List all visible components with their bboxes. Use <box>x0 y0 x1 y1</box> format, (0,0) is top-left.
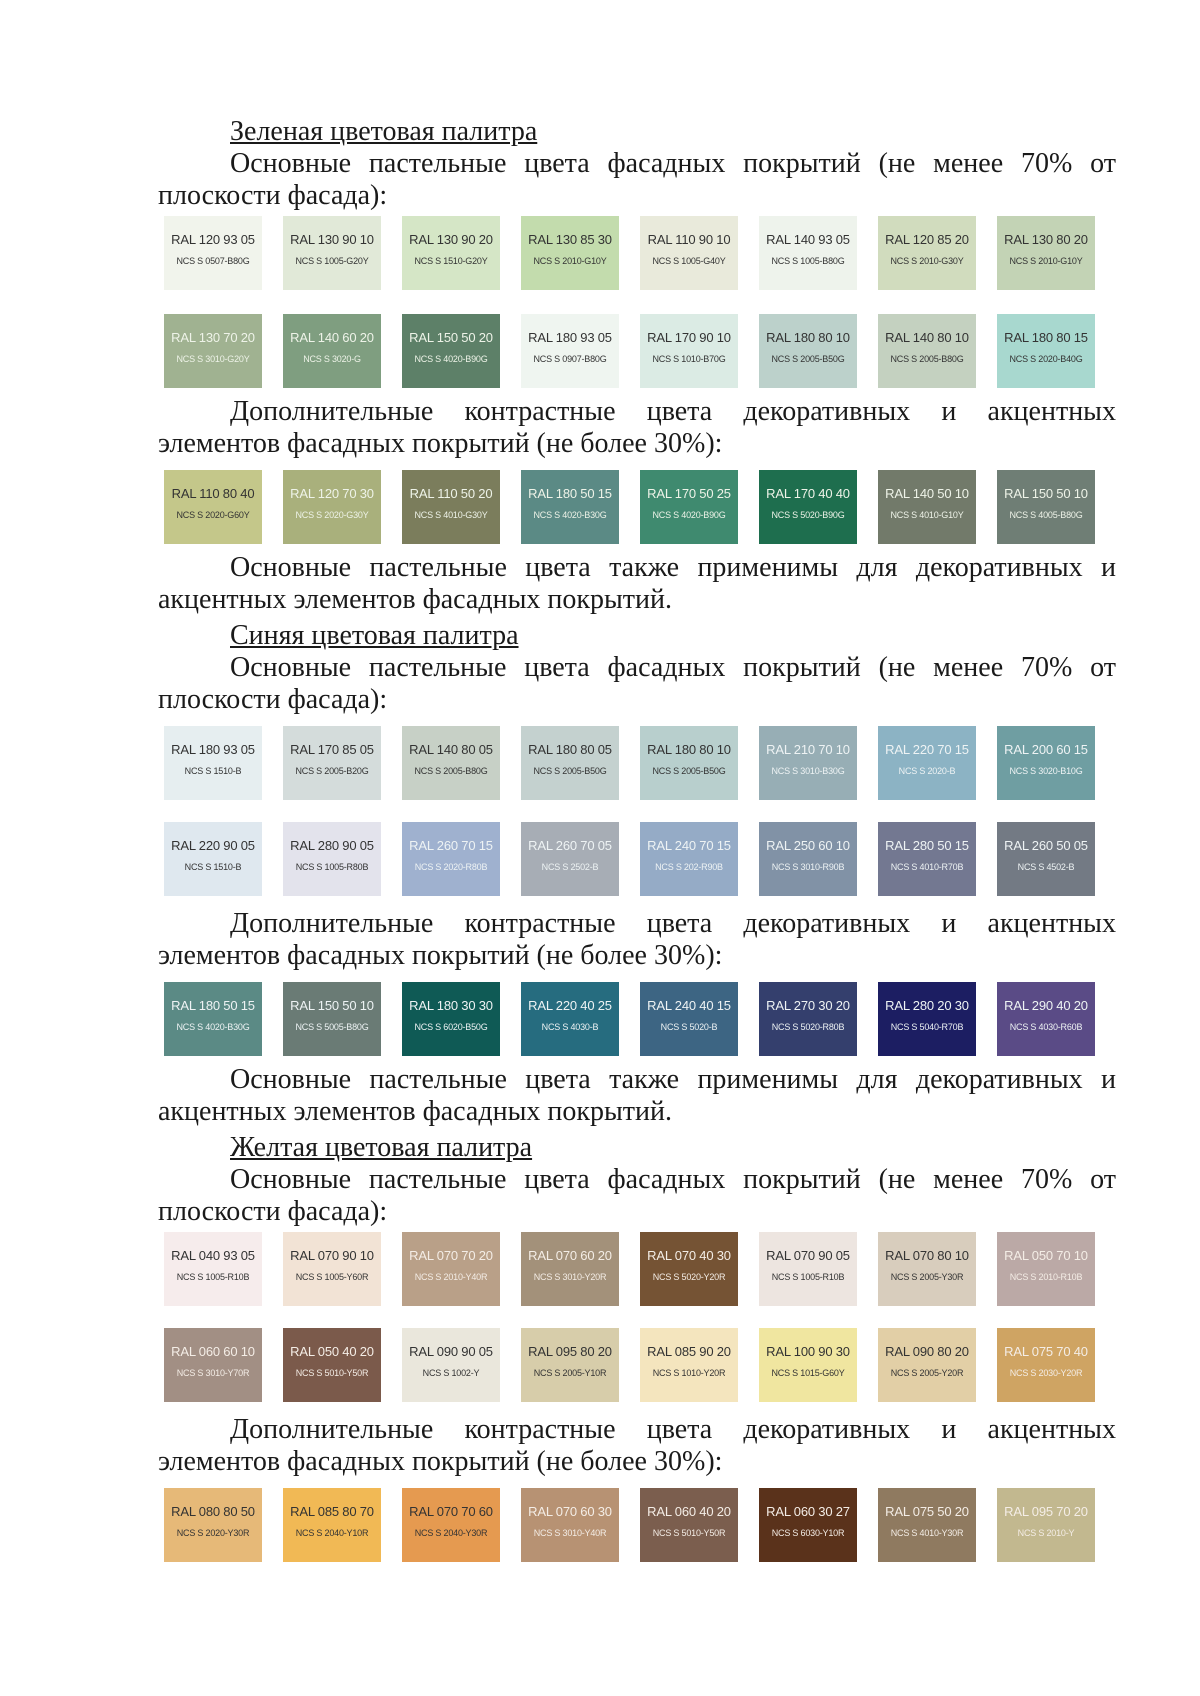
ncs-code: NCS S 2005-Y10R <box>533 1368 607 1378</box>
swatch-row <box>164 726 1114 800</box>
color-swatch <box>759 470 857 544</box>
color-swatch <box>521 314 619 388</box>
color-swatch <box>283 216 381 290</box>
swatch-row <box>164 1488 1114 1562</box>
ncs-code: NCS S 1005-B80G <box>771 256 845 266</box>
ral-code: RAL 120 93 05 <box>171 232 255 247</box>
color-swatch <box>878 1488 976 1562</box>
blue-note-text: Основные пастельные цвета также применимы для декоративных и акцентных элементов фасадных покрытий. <box>158 1064 1116 1127</box>
ral-code: RAL 180 93 05 <box>171 742 255 757</box>
ncs-code: NCS S 4010-G30Y <box>414 510 488 520</box>
ral-code: RAL 260 70 05 <box>528 838 612 853</box>
ncs-code: NCS S 1510-B <box>184 862 242 872</box>
ral-code: RAL 180 80 10 <box>766 330 850 345</box>
color-swatch <box>997 726 1095 800</box>
color-swatch <box>521 726 619 800</box>
ncs-code: NCS S 3020-B10G <box>1009 766 1083 776</box>
color-swatch <box>164 314 262 388</box>
color-swatch <box>640 1328 738 1402</box>
ncs-code: NCS S 2010-Y40R <box>414 1272 488 1282</box>
ncs-code: NCS S 1002-Y <box>422 1368 480 1378</box>
ncs-code: NCS S 4020-B90G <box>414 354 488 364</box>
color-swatch <box>283 726 381 800</box>
ral-code: RAL 260 50 05 <box>1004 838 1088 853</box>
ral-code: RAL 070 70 20 <box>409 1248 493 1263</box>
ncs-code: NCS S 3010-R90B <box>771 862 845 872</box>
yellow-main-text: Основные пастельные цвета фасадных покрытий (не менее 70% от плоскости фасада): <box>158 1164 1116 1227</box>
ral-code: RAL 150 50 10 <box>1004 486 1088 501</box>
color-swatch <box>283 314 381 388</box>
ncs-code: NCS S 5020-R80B <box>771 1022 845 1032</box>
swatch-row <box>164 216 1114 290</box>
color-swatch <box>997 470 1095 544</box>
color-swatch <box>521 1328 619 1402</box>
ncs-code: NCS S 4020-B90G <box>652 510 726 520</box>
ral-code: RAL 040 93 05 <box>171 1248 255 1263</box>
yellow-accent-text: Дополнительные контрастные цвета декоративных и акцентных элементов фасадных покрытий (не более 30%): <box>158 1414 1116 1477</box>
ral-code: RAL 130 70 20 <box>171 330 255 345</box>
swatch-row <box>164 982 1114 1056</box>
yellow-palette-heading: Желтая цветовая палитра <box>230 1132 533 1163</box>
color-swatch <box>759 314 857 388</box>
ncs-code: NCS S 1005-R80B <box>295 862 369 872</box>
ncs-code: NCS S 2005-Y30R <box>890 1272 964 1282</box>
ncs-code: NCS S 1510-G20Y <box>414 256 488 266</box>
ncs-code: NCS S 6020-B50G <box>414 1022 488 1032</box>
ral-code: RAL 070 90 10 <box>290 1248 374 1263</box>
color-swatch <box>521 216 619 290</box>
color-swatch <box>164 1232 262 1306</box>
blue-main-text: Основные пастельные цвета фасадных покрытий (не менее 70% от плоскости фасада): <box>158 652 1116 715</box>
ncs-code: NCS S 1010-B70G <box>652 354 726 364</box>
ral-code: RAL 200 60 15 <box>1004 742 1088 757</box>
ncs-code: NCS S 3020-G <box>303 354 361 364</box>
color-swatch <box>759 1328 857 1402</box>
color-swatch <box>878 1232 976 1306</box>
ral-code: RAL 270 30 20 <box>766 998 850 1013</box>
ncs-code: NCS S 2502-B <box>541 862 599 872</box>
green-accent-text: Дополнительные контрастные цвета декоративных и акцентных элементов фасадных покрытий (не более 30%): <box>158 396 1116 459</box>
color-swatch <box>640 982 738 1056</box>
ral-code: RAL 095 70 20 <box>1004 1504 1088 1519</box>
ral-code: RAL 050 40 20 <box>290 1344 374 1359</box>
ncs-code: NCS S 2020-B40G <box>1009 354 1083 364</box>
color-swatch <box>402 726 500 800</box>
ncs-code: NCS S 2010-G30Y <box>890 256 964 266</box>
ral-code: RAL 180 80 15 <box>1004 330 1088 345</box>
ncs-code: NCS S 5010-Y50R <box>295 1368 369 1378</box>
ral-code: RAL 150 50 10 <box>290 998 374 1013</box>
ncs-code: NCS S 4010-R70B <box>890 862 964 872</box>
ral-code: RAL 070 60 30 <box>528 1504 612 1519</box>
color-swatch <box>402 1328 500 1402</box>
color-swatch <box>759 1488 857 1562</box>
ncs-code: NCS S 5010-Y50R <box>652 1528 726 1538</box>
ral-code: RAL 170 40 40 <box>766 486 850 501</box>
ral-code: RAL 250 60 10 <box>766 838 850 853</box>
ncs-code: NCS S 3010-Y20R <box>533 1272 607 1282</box>
ncs-code: NCS S 2030-Y20R <box>1009 1368 1083 1378</box>
ral-code: RAL 070 70 60 <box>409 1504 493 1519</box>
ral-code: RAL 290 40 20 <box>1004 998 1088 1013</box>
ncs-code: NCS S 202-R90B <box>655 862 723 872</box>
swatch-row <box>164 1328 1114 1402</box>
color-swatch <box>878 1328 976 1402</box>
ral-code: RAL 240 70 15 <box>647 838 731 853</box>
ncs-code: NCS S 2005-B50G <box>652 766 726 776</box>
color-swatch <box>640 1232 738 1306</box>
color-swatch <box>759 822 857 896</box>
color-swatch <box>283 982 381 1056</box>
ral-code: RAL 060 40 20 <box>647 1504 731 1519</box>
ncs-code: NCS S 4010-G10Y <box>890 510 964 520</box>
ncs-code: NCS S 2005-Y20R <box>890 1368 964 1378</box>
ncs-code: NCS S 4005-B80G <box>1009 510 1083 520</box>
color-swatch <box>164 216 262 290</box>
ncs-code: NCS S 2005-B20G <box>295 766 369 776</box>
color-swatch <box>402 1232 500 1306</box>
color-swatch <box>283 1488 381 1562</box>
color-swatch <box>640 726 738 800</box>
ral-code: RAL 180 50 15 <box>171 998 255 1013</box>
ral-code: RAL 070 40 30 <box>647 1248 731 1263</box>
color-swatch <box>402 982 500 1056</box>
ral-code: RAL 150 50 20 <box>409 330 493 345</box>
color-swatch <box>283 1328 381 1402</box>
ncs-code: NCS S 5020-Y20R <box>652 1272 726 1282</box>
ncs-code: NCS S 2020-R80B <box>414 862 488 872</box>
ncs-code: NCS S 1005-R10B <box>771 1272 845 1282</box>
ncs-code: NCS S 5040-R70B <box>890 1022 964 1032</box>
ral-code: RAL 075 70 40 <box>1004 1344 1088 1359</box>
ncs-code: NCS S 4030-B <box>541 1022 599 1032</box>
color-swatch <box>164 822 262 896</box>
ral-code: RAL 085 80 70 <box>290 1504 374 1519</box>
ncs-code: NCS S 5020-B90G <box>771 510 845 520</box>
color-swatch <box>283 822 381 896</box>
ncs-code: NCS S 1510-B <box>184 766 242 776</box>
ral-code: RAL 050 70 10 <box>1004 1248 1088 1263</box>
ral-code: RAL 100 90 30 <box>766 1344 850 1359</box>
color-swatch <box>878 216 976 290</box>
color-swatch <box>640 1488 738 1562</box>
color-swatch <box>402 822 500 896</box>
ral-code: RAL 070 80 10 <box>885 1248 969 1263</box>
ncs-code: NCS S 2005-B80G <box>890 354 964 364</box>
ral-code: RAL 070 90 05 <box>766 1248 850 1263</box>
color-swatch <box>402 1488 500 1562</box>
ncs-code: NCS S 2005-B50G <box>533 766 607 776</box>
ral-code: RAL 085 90 20 <box>647 1344 731 1359</box>
color-swatch <box>878 726 976 800</box>
color-swatch <box>164 470 262 544</box>
ral-code: RAL 180 93 05 <box>528 330 612 345</box>
swatch-row <box>164 314 1114 388</box>
color-swatch <box>402 470 500 544</box>
swatch-row <box>164 1232 1114 1306</box>
color-swatch <box>521 1488 619 1562</box>
ral-code: RAL 170 85 05 <box>290 742 374 757</box>
ral-code: RAL 060 30 27 <box>766 1504 850 1519</box>
ral-code: RAL 140 60 20 <box>290 330 374 345</box>
ncs-code: NCS S 3010-B30G <box>771 766 845 776</box>
ncs-code: NCS S 2040-Y10R <box>295 1528 369 1538</box>
ncs-code: NCS S 1005-R10B <box>176 1272 250 1282</box>
color-swatch <box>164 1488 262 1562</box>
color-swatch <box>283 1232 381 1306</box>
ral-code: RAL 170 50 25 <box>647 486 731 501</box>
ncs-code: NCS S 2010-R10B <box>1009 1272 1083 1282</box>
ncs-code: NCS S 1005-G20Y <box>295 256 369 266</box>
color-swatch <box>997 216 1095 290</box>
green-main-text: Основные пастельные цвета фасадных покрытий (не менее 70% от плоскости фасада): <box>158 148 1116 211</box>
ncs-code: NCS S 4010-Y30R <box>890 1528 964 1538</box>
ral-code: RAL 280 50 15 <box>885 838 969 853</box>
ral-code: RAL 110 50 20 <box>409 486 493 501</box>
blue-accent-text: Дополнительные контрастные цвета декоративных и акцентных элементов фасадных покрытий (не более 30%): <box>158 908 1116 971</box>
color-swatch <box>521 1232 619 1306</box>
ral-code: RAL 140 93 05 <box>766 232 850 247</box>
ral-code: RAL 240 40 15 <box>647 998 731 1013</box>
ral-code: RAL 130 80 20 <box>1004 232 1088 247</box>
ncs-code: NCS S 3010-G20Y <box>176 354 250 364</box>
ncs-code: NCS S 3010-Y40R <box>533 1528 607 1538</box>
ral-code: RAL 180 80 05 <box>528 742 612 757</box>
color-swatch <box>759 982 857 1056</box>
color-swatch <box>521 822 619 896</box>
ncs-code: NCS S 2040-Y30R <box>414 1528 488 1538</box>
ncs-code: NCS S 6030-Y10R <box>771 1528 845 1538</box>
color-swatch <box>164 1328 262 1402</box>
ncs-code: NCS S 0907-B80G <box>533 354 607 364</box>
ral-code: RAL 260 70 15 <box>409 838 493 853</box>
color-swatch <box>521 982 619 1056</box>
ral-code: RAL 170 90 10 <box>647 330 731 345</box>
ral-code: RAL 080 80 50 <box>171 1504 255 1519</box>
ncs-code: NCS S 2020-G30Y <box>295 510 369 520</box>
blue-palette-heading: Синяя цветовая палитра <box>230 620 519 651</box>
color-swatch <box>878 982 976 1056</box>
color-swatch <box>878 822 976 896</box>
color-swatch <box>997 1328 1095 1402</box>
ral-code: RAL 210 70 10 <box>766 742 850 757</box>
ral-code: RAL 130 90 20 <box>409 232 493 247</box>
color-swatch <box>997 1488 1095 1562</box>
color-swatch <box>759 216 857 290</box>
ral-code: RAL 280 20 30 <box>885 998 969 1013</box>
color-swatch <box>759 1232 857 1306</box>
ncs-code: NCS S 2010-G10Y <box>1009 256 1083 266</box>
ral-code: RAL 095 80 20 <box>528 1344 612 1359</box>
color-swatch <box>759 726 857 800</box>
color-swatch <box>402 314 500 388</box>
ral-code: RAL 130 85 30 <box>528 232 612 247</box>
ncs-code: NCS S 1015-G60Y <box>771 1368 845 1378</box>
ral-code: RAL 075 50 20 <box>885 1504 969 1519</box>
color-swatch <box>521 470 619 544</box>
ncs-code: NCS S 4020-B30G <box>176 1022 250 1032</box>
ncs-code: NCS S 5005-B80G <box>295 1022 369 1032</box>
ral-code: RAL 140 80 10 <box>885 330 969 345</box>
color-swatch <box>997 822 1095 896</box>
ncs-code: NCS S 4030-R60B <box>1009 1022 1083 1032</box>
ral-code: RAL 120 70 30 <box>290 486 374 501</box>
ncs-code: NCS S 0507-B80G <box>176 256 250 266</box>
color-swatch <box>640 470 738 544</box>
ral-code: RAL 280 90 05 <box>290 838 374 853</box>
color-swatch <box>997 314 1095 388</box>
swatch-row <box>164 470 1114 544</box>
ral-code: RAL 180 50 15 <box>528 486 612 501</box>
ral-code: RAL 110 80 40 <box>171 486 255 501</box>
color-swatch <box>878 314 976 388</box>
ral-code: RAL 180 30 30 <box>409 998 493 1013</box>
ncs-code: NCS S 4502-B <box>1017 862 1075 872</box>
ncs-code: NCS S 2005-B80G <box>414 766 488 776</box>
color-swatch <box>878 470 976 544</box>
ral-code: RAL 090 90 05 <box>409 1344 493 1359</box>
ncs-code: NCS S 2020-G60Y <box>176 510 250 520</box>
ncs-code: NCS S 2010-G10Y <box>533 256 607 266</box>
ral-code: RAL 110 90 10 <box>647 232 731 247</box>
color-swatch <box>640 314 738 388</box>
green-palette-heading: Зеленая цветовая палитра <box>230 116 538 147</box>
ncs-code: NCS S 3010-Y70R <box>176 1368 250 1378</box>
ncs-code: NCS S 2005-B50G <box>771 354 845 364</box>
ncs-code: NCS S 2010-Y <box>1017 1528 1075 1538</box>
ral-code: RAL 130 90 10 <box>290 232 374 247</box>
color-swatch <box>640 822 738 896</box>
color-swatch <box>164 726 262 800</box>
color-swatch <box>402 216 500 290</box>
ral-code: RAL 120 85 20 <box>885 232 969 247</box>
swatch-row <box>164 822 1114 896</box>
ncs-code: NCS S 4020-B30G <box>533 510 607 520</box>
color-swatch <box>283 470 381 544</box>
color-swatch <box>164 982 262 1056</box>
ral-code: RAL 220 40 25 <box>528 998 612 1013</box>
ral-code: RAL 140 80 05 <box>409 742 493 757</box>
color-swatch <box>997 982 1095 1056</box>
ral-code: RAL 220 70 15 <box>885 742 969 757</box>
ncs-code: NCS S 2020-Y30R <box>176 1528 250 1538</box>
green-note-text: Основные пастельные цвета также применимы для декоративных и акцентных элементов фасадных покрытий. <box>158 552 1116 615</box>
ral-code: RAL 220 90 05 <box>171 838 255 853</box>
ral-code: RAL 140 50 10 <box>885 486 969 501</box>
ral-code: RAL 090 80 20 <box>885 1344 969 1359</box>
ncs-code: NCS S 1005-G40Y <box>652 256 726 266</box>
ncs-code: NCS S 2020-B <box>898 766 956 776</box>
ral-code: RAL 180 80 10 <box>647 742 731 757</box>
ncs-code: NCS S 1010-Y20R <box>652 1368 726 1378</box>
ncs-code: NCS S 5020-B <box>660 1022 718 1032</box>
color-swatch <box>640 216 738 290</box>
ral-code: RAL 070 60 20 <box>528 1248 612 1263</box>
ncs-code: NCS S 1005-Y60R <box>295 1272 369 1282</box>
ral-code: RAL 060 60 10 <box>171 1344 255 1359</box>
color-swatch <box>997 1232 1095 1306</box>
